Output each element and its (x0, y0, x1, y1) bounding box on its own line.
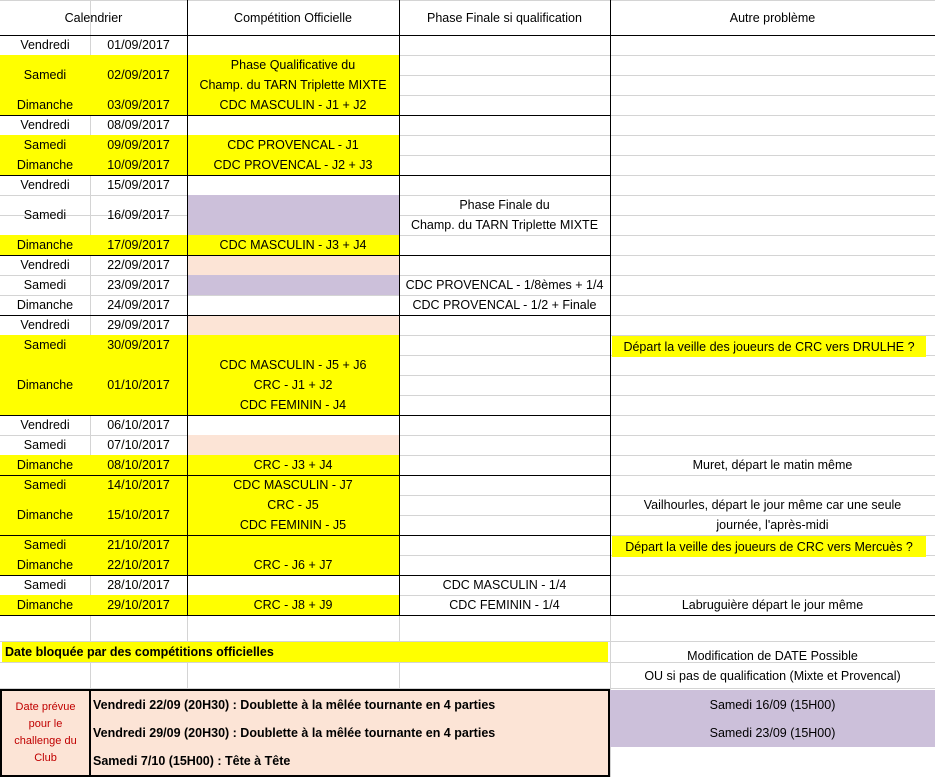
note-muret[interactable] (610, 455, 935, 475)
group-separator (0, 575, 610, 576)
phase-finale-champ-tarn-line: Champ. du TARN Triplette MIXTE (410, 218, 599, 232)
challenge-border-top (0, 689, 610, 691)
date-cell[interactable] (90, 595, 187, 615)
day-vendredi[interactable] (0, 35, 90, 55)
competition-champ-tarn-masculin-line: Phase Qualificative du (230, 58, 356, 72)
day-samedi-text: Samedi (23, 208, 67, 222)
competition-cdc-provencal-j1[interactable] (187, 135, 399, 155)
competition-cdc-masculin-j3-j4[interactable] (187, 235, 399, 255)
day-samedi[interactable] (0, 55, 90, 95)
challenge-event[interactable] (90, 747, 610, 775)
day-samedi-text: Samedi (23, 538, 67, 552)
competition-cdc-provencal-j2-j3-text: CDC PROVENCAL - J2 + J3 (213, 158, 373, 172)
note-depart-drulhe[interactable] (612, 336, 926, 357)
challenge-label (1, 690, 90, 775)
competition-masculin-crc-feminin-line: CDC MASCULIN - J5 + J6 (219, 358, 367, 372)
day-dimanche-text: Dimanche (16, 508, 74, 522)
peach-cell (187, 255, 399, 275)
date-cell-text: 01/10/2017 (107, 378, 170, 392)
day-dimanche-text: Dimanche (16, 298, 74, 312)
date-cell[interactable] (90, 575, 187, 595)
group-separator (0, 175, 610, 176)
day-samedi-text: Samedi (23, 478, 67, 492)
competition-crc-j8-j9-text: CRC - J8 + J9 (253, 598, 333, 612)
date-cell-text: 08/09/2017 (107, 118, 170, 132)
phase-finale-champ-tarn[interactable] (399, 195, 610, 235)
date-cell[interactable] (90, 495, 187, 535)
group-separator (0, 475, 610, 476)
competition-champ-tarn-masculin-line: CDC MASCULIN - J1 + J2 (219, 98, 367, 112)
date-cell[interactable] (90, 35, 187, 55)
date-cell[interactable] (90, 355, 187, 415)
challenge-event[interactable] (90, 690, 610, 719)
note-depart-mercues[interactable] (612, 536, 926, 557)
date-cell-text: 17/09/2017 (107, 238, 170, 252)
day-dimanche[interactable] (0, 295, 90, 315)
group-separator (0, 315, 610, 316)
header-phase_finale-text: Phase Finale si qualification (427, 11, 582, 25)
day-dimanche-text: Dimanche (16, 558, 74, 572)
day-vendredi-text: Vendredi (20, 178, 70, 192)
date-cell[interactable] (90, 275, 187, 295)
date-cell-text: 22/09/2017 (107, 258, 170, 272)
date-cell-text: 09/09/2017 (107, 138, 170, 152)
day-vendredi[interactable] (0, 115, 90, 135)
header-autre-text: Autre problème (729, 11, 816, 25)
date-cell-text: 06/10/2017 (107, 418, 170, 432)
day-dimanche-text: Dimanche (16, 598, 74, 612)
competition-masculin-crc-feminin[interactable] (187, 355, 399, 415)
header-calendrier-text: Calendrier (64, 11, 123, 25)
day-vendredi-text: Vendredi (20, 258, 70, 272)
competition-masculin-crc-feminin-2-line: CRC - J5 (267, 498, 319, 512)
note-vailhourles[interactable] (610, 495, 935, 535)
day-samedi-text: Samedi (23, 68, 67, 82)
date-cell-text: 29/09/2017 (107, 318, 170, 332)
day-dimanche-text: Dimanche (16, 158, 74, 172)
date-cell-text: 30/09/2017 (107, 338, 170, 352)
header-competition[interactable] (187, 0, 399, 36)
legend-modification-possible-line: OU si pas de qualification (Mixte et Provencal) (644, 669, 901, 683)
date-cell[interactable] (90, 135, 187, 155)
column-border (610, 0, 611, 615)
competition-masculin-crc-feminin-2-line: CDC MASCULIN - J7 (233, 478, 353, 492)
phase-finale-provencal-8emes-text: CDC PROVENCAL - 1/8èmes + 1/4 (405, 278, 604, 292)
day-samedi-text: Samedi (23, 438, 67, 452)
day-dimanche[interactable] (0, 155, 90, 175)
date-cell-text: 01/09/2017 (107, 38, 170, 52)
day-dimanche-text: Dimanche (16, 238, 74, 252)
alternative-date-text: Samedi 23/09 (15H00) (709, 726, 836, 740)
challenge-label-line: Date prévue (15, 700, 76, 713)
note-vailhourles-line: Vailhourles, départ le jour même car une seule (643, 498, 902, 512)
competition-champ-tarn-masculin[interactable] (187, 55, 399, 115)
challenge-event-text: Vendredi 29/09 (20H30) : Doublette à la mêlée tournante en 4 parties (93, 726, 496, 740)
competition-champ-tarn-masculin-line: Champ. du TARN Triplette MIXTE (199, 78, 387, 92)
date-cell[interactable] (90, 555, 187, 575)
group-separator (0, 415, 610, 416)
challenge-event-text: Vendredi 22/09 (20H30) : Doublette à la mêlée tournante en 4 parties (93, 697, 496, 712)
competition-masculin-crc-feminin-2-line: CDC FEMININ - J5 (239, 518, 347, 532)
table-bottom (0, 615, 935, 616)
note-vailhourles-line: journée, l'après-midi (716, 518, 829, 532)
date-cell[interactable] (90, 255, 187, 275)
day-vendredi[interactable] (0, 175, 90, 195)
day-samedi[interactable] (0, 435, 90, 455)
yellow-cell (187, 535, 399, 555)
day-vendredi-text: Vendredi (20, 38, 70, 52)
day-vendredi-text: Vendredi (20, 418, 70, 432)
day-dimanche[interactable] (0, 355, 90, 415)
phase-finale-provencal-demi-text: CDC PROVENCAL - 1/2 + Finale (412, 298, 597, 312)
day-samedi-text: Samedi (23, 578, 67, 592)
group-separator (0, 115, 610, 116)
day-dimanche[interactable] (0, 235, 90, 255)
legend-modification-possible[interactable] (610, 645, 935, 687)
competition-cdc-provencal-j2-j3[interactable] (187, 155, 399, 175)
challenge-border-left (0, 689, 2, 777)
date-cell-text: 14/10/2017 (107, 478, 170, 492)
date-cell[interactable] (90, 115, 187, 135)
date-cell-text: 08/10/2017 (107, 458, 170, 472)
date-cell[interactable] (90, 175, 187, 195)
date-cell-text: 07/10/2017 (107, 438, 170, 452)
date-cell-text: 15/10/2017 (107, 508, 170, 522)
date-cell-text: 10/09/2017 (107, 158, 170, 172)
competition-cdc-masculin-j3-j4-text: CDC MASCULIN - J3 + J4 (219, 238, 367, 252)
note-labruguiere[interactable] (610, 595, 935, 615)
competition-crc-j3-j4-text: CRC - J3 + J4 (253, 458, 333, 472)
challenge-label-line: pour le (28, 717, 63, 730)
day-dimanche[interactable] (0, 455, 90, 475)
date-cell[interactable] (90, 55, 187, 95)
day-samedi[interactable] (0, 195, 90, 235)
date-cell-text: 29/10/2017 (107, 598, 170, 612)
date-cell-text: 28/10/2017 (107, 578, 170, 592)
yellow-cell (187, 335, 399, 355)
day-vendredi-text: Vendredi (20, 118, 70, 132)
blocked-lavender-cell (187, 195, 399, 235)
header-autre[interactable] (610, 0, 935, 36)
phase-finale-masculin-quart[interactable] (399, 575, 610, 595)
competition-crc-j6-j7-text: CRC - J6 + J7 (253, 558, 333, 572)
legend-blocked-dates-text: Date bloquée par des compétitions officielles (5, 645, 274, 659)
alternative-date[interactable] (610, 690, 935, 719)
peach-cell (187, 315, 399, 335)
day-dimanche[interactable] (0, 95, 90, 115)
phase-finale-champ-tarn-line: Phase Finale du (459, 198, 550, 212)
date-cell-text: 22/10/2017 (107, 558, 170, 572)
date-cell[interactable] (90, 235, 187, 255)
date-cell[interactable] (90, 335, 187, 355)
note-depart-mercues-text: Départ la veille des joueurs de CRC vers Mercuès ? (625, 539, 913, 554)
peach-cell (187, 435, 399, 455)
date-cell-text: 21/10/2017 (107, 538, 170, 552)
header-separator (0, 35, 935, 36)
date-cell[interactable] (90, 95, 187, 115)
date-cell[interactable] (90, 535, 187, 555)
competition-masculin-crc-feminin-line: CRC - J1 + J2 (253, 378, 333, 392)
day-samedi-text: Samedi (23, 138, 67, 152)
date-cell[interactable] (90, 435, 187, 455)
competition-crc-j6-j7[interactable] (187, 555, 399, 575)
date-cell-text: 16/09/2017 (107, 208, 170, 222)
header-phase_finale[interactable] (399, 0, 610, 36)
day-vendredi[interactable] (0, 255, 90, 275)
challenge-border-right (608, 689, 610, 777)
column-border (187, 0, 188, 615)
competition-masculin-crc-feminin-2[interactable] (187, 475, 399, 535)
day-vendredi[interactable] (0, 315, 90, 335)
day-dimanche[interactable] (0, 595, 90, 615)
date-cell[interactable] (90, 415, 187, 435)
day-samedi[interactable] (0, 535, 90, 555)
header-calendrier[interactable] (0, 0, 187, 36)
challenge-label-line: Club (34, 751, 57, 764)
date-cell-text: 03/09/2017 (107, 98, 170, 112)
date-cell[interactable] (90, 455, 187, 475)
blocked-lavender-cell (187, 275, 399, 295)
phase-finale-feminin-quart[interactable] (399, 595, 610, 615)
day-samedi[interactable] (0, 575, 90, 595)
phase-finale-provencal-8emes[interactable] (399, 275, 610, 295)
day-dimanche[interactable] (0, 555, 90, 575)
day-samedi-text: Samedi (23, 338, 67, 352)
header-competition-text: Compétition Officielle (234, 11, 352, 25)
date-cell-text: 02/09/2017 (107, 68, 170, 82)
competition-masculin-crc-feminin-line: CDC FEMININ - J4 (239, 398, 347, 412)
day-samedi-text: Samedi (23, 278, 67, 292)
phase-finale-feminin-quart-text: CDC FEMININ - 1/4 (449, 598, 560, 612)
legend-modification-possible-line: Modification de DATE Possible (687, 649, 858, 663)
group-separator (0, 535, 610, 536)
challenge-event-text: Samedi 7/10 (15H00) : Tête à Tête (93, 754, 291, 768)
day-dimanche-text: Dimanche (16, 98, 74, 112)
day-samedi[interactable] (0, 275, 90, 295)
day-dimanche-text: Dimanche (16, 378, 74, 392)
date-cell[interactable] (90, 195, 187, 235)
date-cell[interactable] (90, 475, 187, 495)
phase-finale-masculin-quart-text: CDC MASCULIN - 1/4 (442, 578, 567, 592)
date-cell[interactable] (90, 315, 187, 335)
day-samedi[interactable] (0, 475, 90, 495)
phase-finale-provencal-demi[interactable] (399, 295, 610, 315)
day-samedi[interactable] (0, 335, 90, 355)
legend-blocked-dates[interactable] (2, 642, 608, 662)
day-dimanche[interactable] (0, 495, 90, 535)
competition-cdc-provencal-j1-text: CDC PROVENCAL - J1 (227, 138, 359, 152)
day-vendredi[interactable] (0, 415, 90, 435)
note-labruguiere-text: Labruguière départ le jour même (681, 598, 864, 612)
competition-crc-j8-j9[interactable] (187, 595, 399, 615)
day-dimanche-text: Dimanche (16, 458, 74, 472)
date-cell-text: 15/09/2017 (107, 178, 170, 192)
alternative-date[interactable] (610, 719, 935, 747)
alternative-date-text: Samedi 16/09 (15H00) (709, 697, 836, 712)
day-vendredi-text: Vendredi (20, 318, 70, 332)
date-cell-text: 23/09/2017 (107, 278, 170, 292)
competition-crc-j3-j4[interactable] (187, 455, 399, 475)
day-samedi[interactable] (0, 135, 90, 155)
group-separator (0, 255, 610, 256)
date-cell[interactable] (90, 295, 187, 315)
date-cell[interactable] (90, 155, 187, 175)
column-border (399, 0, 400, 615)
challenge-label-line: challenge du (14, 734, 77, 747)
note-muret-text: Muret, départ le matin même (692, 458, 853, 472)
challenge-event[interactable] (90, 719, 610, 747)
note-depart-drulhe-text: Départ la veille des joueurs de CRC vers DRULHE ? (623, 339, 915, 354)
date-cell-text: 24/09/2017 (107, 298, 170, 312)
challenge-border-mid (89, 689, 91, 777)
